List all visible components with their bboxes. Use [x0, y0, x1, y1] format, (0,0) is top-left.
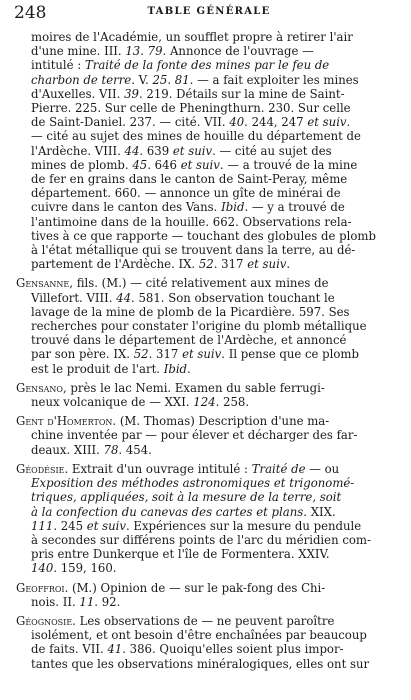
entry-text: . — y a trouvé de — [244, 200, 345, 215]
entry-text: d'Auxelles. VII. — [31, 86, 125, 101]
entry-text: . 219. Détails sur la mine de Saint- — [138, 86, 345, 101]
entry-line — [16, 657, 403, 671]
entry-text: 25. 81 — [152, 72, 190, 87]
index-entry — [16, 462, 403, 576]
entry-text: lavage de la mine de plomb de la Picardière. 597. Ses — [31, 304, 350, 319]
entry-line — [16, 428, 403, 442]
index-entry — [16, 581, 403, 609]
running-title: TABLE GÉNÉRALE — [147, 6, 271, 17]
entry-text: deaux. XIII. — [31, 442, 104, 457]
entry-text: de Saint-Daniel. 237. — cité. VII. — [31, 115, 230, 130]
entry-text: 78 — [103, 442, 119, 457]
entry-line — [16, 276, 403, 290]
entry-line — [16, 614, 403, 628]
entry-text: , près le lac Nemi. Examen du sable ferrugi- — [63, 380, 325, 395]
entry-text: — cité au sujet des mines de houille du département de — [31, 129, 361, 144]
entry-text: à l'état métallique qui se trouvent dans la terre, au dé- — [31, 243, 356, 258]
entry-line — [16, 87, 403, 101]
entry-text: . Les observations de — ne peuvent paroître — [72, 613, 335, 628]
entry-text: . — [286, 257, 291, 272]
entry-text: intitulé : — [31, 58, 85, 73]
entry-line — [16, 200, 403, 214]
entry-line — [16, 172, 403, 186]
entry-text: l'Ardèche. VIII. — [31, 143, 125, 158]
entry-text: cuivre dans le canton des Vans. — [31, 200, 222, 215]
entry-text: Ibid — [221, 200, 245, 215]
entry-text: . 159, 160. — [53, 561, 117, 576]
entry-headword: Geoffroi — [16, 580, 65, 595]
entry-text: Traité de — [251, 461, 306, 476]
entry-text: . Expériences sur la mesure du pendule — [125, 518, 362, 533]
entry-text: à secondes sur différens points de l'arc du méridien com- — [31, 532, 371, 547]
entry-line — [16, 158, 403, 172]
entry-line — [16, 30, 403, 44]
entry-text: . Extrait d'un ouvrage intitulé : — [64, 461, 252, 476]
entry-line — [16, 628, 403, 642]
entry-text: d'une mine. III. — [31, 44, 126, 59]
entry-line — [16, 519, 403, 533]
entry-text: 111 — [31, 518, 54, 533]
entry-text: tantes que les observations minéralogiques, elles ont sur — [31, 656, 370, 671]
entry-text: . — a trouvé de la mine — [219, 157, 358, 172]
entry-line — [16, 362, 403, 376]
entry-line — [16, 490, 403, 504]
entry-line — [16, 229, 403, 243]
entry-text: 13. 79 — [125, 44, 163, 59]
entry-headword: Gent d'Homerton — [16, 414, 113, 429]
entry-text: . 454. — [118, 442, 152, 457]
entry-text: moires de l'Académie, un soufflet propre à retirer l'air — [31, 30, 353, 44]
entry-line — [16, 101, 403, 115]
entry-text: . — [346, 115, 351, 130]
entry-text: 40 — [229, 115, 245, 130]
entry-line — [16, 291, 403, 305]
entry-text: 11 — [79, 594, 95, 609]
entry-text: partement de l'Ardèche. IX. — [31, 257, 199, 272]
entry-text: . V. — [131, 72, 153, 87]
entry-line — [16, 215, 403, 229]
entry-text: 39 — [124, 86, 139, 101]
entry-text: par son père. IX. — [31, 347, 134, 362]
entry-text: isolément, et ont besoin d'être enchaînées par beaucoup — [31, 628, 367, 643]
index-entry — [16, 414, 403, 457]
entry-text: triques, appliquées, soit à la mesure de la terre, soit — [31, 490, 342, 505]
entry-text: . (M.) Opinion de — sur le pak-fong des Chi- — [64, 580, 326, 595]
entry-line — [16, 347, 403, 361]
entry-text: . 92. — [94, 594, 121, 609]
entry-headword: Géodésie — [16, 461, 65, 476]
entry-text: neux volcanique de — XXI. — [31, 395, 194, 410]
entry-text: . (M. Thomas) Description d'une ma- — [112, 414, 330, 429]
entry-text: . — a fait exploiter les mines — [189, 72, 359, 87]
entry-text: de faits. VII. — [31, 642, 108, 657]
entry-text: . 258. — [215, 395, 250, 410]
entry-text: . 244, 247 — [244, 115, 308, 130]
entry-text: . — cité au sujet des — [212, 143, 332, 158]
entry-text: tives à ce que rapporte — touchant des globules de plomb — [31, 228, 376, 243]
entry-line — [16, 243, 403, 257]
entry-line — [16, 381, 403, 395]
entry-text: pris entre Dunkerque et l'île de Formentera. XXIV. — [31, 547, 330, 562]
entry-line — [16, 533, 403, 547]
entry-text: à la confection du canevas des cartes et plans — [31, 504, 304, 519]
entry-text: , fils. (M.) — cité relativement aux mines de — [69, 276, 329, 291]
entry-text: 41 — [107, 642, 123, 657]
entry-text: Villefort. VIII. — [31, 290, 117, 305]
entry-line — [16, 476, 403, 490]
entry-headword: Géognosie — [16, 613, 73, 628]
entry-text: . — [187, 361, 191, 376]
entry-line — [16, 129, 403, 143]
entry-text: trouvé dans le département de l'Ardèche, et annoncé — [31, 333, 347, 348]
entry-text: 44 — [116, 290, 132, 305]
entry-text: . 581. Son observation touchant le — [131, 290, 335, 305]
entry-text: — ou — [305, 461, 340, 476]
entry-line — [16, 414, 403, 428]
entry-text: est le produit de l'art. — [31, 361, 164, 376]
entry-text: . 317 — [148, 347, 183, 362]
entry-headword: Gensanne — [16, 276, 70, 291]
entry-line — [16, 44, 403, 58]
entry-text: Traité de la fonte des mines par le feu de — [84, 58, 330, 73]
entry-line — [16, 319, 403, 333]
entry-text: 45 — [132, 157, 148, 172]
entry-text: . 245 — [53, 518, 87, 533]
entry-text: . 646 — [147, 157, 181, 172]
entry-text: . Annonce de l'ouvrage — — [162, 44, 314, 59]
entry-text: et suiv — [172, 143, 213, 158]
entry-text: et suiv — [307, 115, 347, 130]
entry-text: de fer en grains dans le canton de Saint-Peray, même — [31, 172, 348, 187]
entry-line — [16, 561, 403, 575]
entry-text: et suiv — [247, 257, 287, 272]
entry-text: . Il pense que ce plomb — [221, 347, 359, 362]
entry-line — [16, 505, 403, 519]
entry-headword: Gensano — [16, 380, 63, 395]
entry-text: 124 — [193, 395, 216, 410]
entry-line — [16, 186, 403, 200]
entry-text: 52 — [198, 257, 214, 272]
index-entry — [16, 614, 403, 671]
entry-text: charbon de terre — [31, 72, 132, 87]
entry-text: . 639 — [139, 143, 173, 158]
entry-text: et suiv — [86, 518, 126, 533]
entry-line — [16, 581, 403, 595]
entry-text: . XIX. — [303, 504, 336, 519]
index-body — [16, 30, 403, 676]
entry-text: 140 — [31, 561, 54, 576]
entry-text: et suiv — [180, 157, 220, 172]
entry-line — [16, 333, 403, 347]
entry-text: 52 — [133, 347, 149, 362]
entry-line — [16, 642, 403, 656]
entry-line — [16, 144, 403, 158]
entry-text: chine inventée par — pour élever et décharger des far- — [31, 428, 358, 443]
index-entry — [16, 30, 403, 271]
page-header — [14, 2, 404, 26]
entry-text: Ibid — [163, 361, 188, 376]
entry-text: nois. II. — [31, 594, 80, 609]
entry-line — [16, 73, 403, 87]
entry-line — [16, 395, 403, 409]
entry-text: l'antimoine dans de la houille. 662. Observations rela- — [31, 214, 352, 229]
entry-line — [16, 257, 403, 271]
page-number: 248 — [14, 3, 47, 23]
entry-line — [16, 595, 403, 609]
entry-line — [16, 443, 403, 457]
entry-text: recherches pour constater l'origine du plomb métallique — [31, 319, 367, 334]
entry-line — [16, 305, 403, 319]
index-entry — [16, 381, 403, 409]
entry-text: Exposition des méthodes astronomiques et trigonomé- — [31, 476, 355, 491]
entry-line — [16, 547, 403, 561]
entry-text: . 386. Quoiqu'elles soient plus impor- — [122, 642, 344, 657]
index-entry — [16, 276, 403, 375]
entry-line — [16, 462, 403, 476]
entry-text: mines de plomb. — [31, 157, 133, 172]
entry-text: 44 — [124, 143, 140, 158]
entry-line — [16, 58, 403, 72]
entry-line — [16, 115, 403, 129]
entry-text: département. 660. — annonce un gîte de minérai de — [31, 186, 341, 201]
entry-text: . 317 — [213, 257, 248, 272]
entry-text: Pierre. 225. Sur celle de Pheningthurn. 230. Sur celle — [31, 101, 351, 116]
entry-text: et suiv — [182, 347, 222, 362]
